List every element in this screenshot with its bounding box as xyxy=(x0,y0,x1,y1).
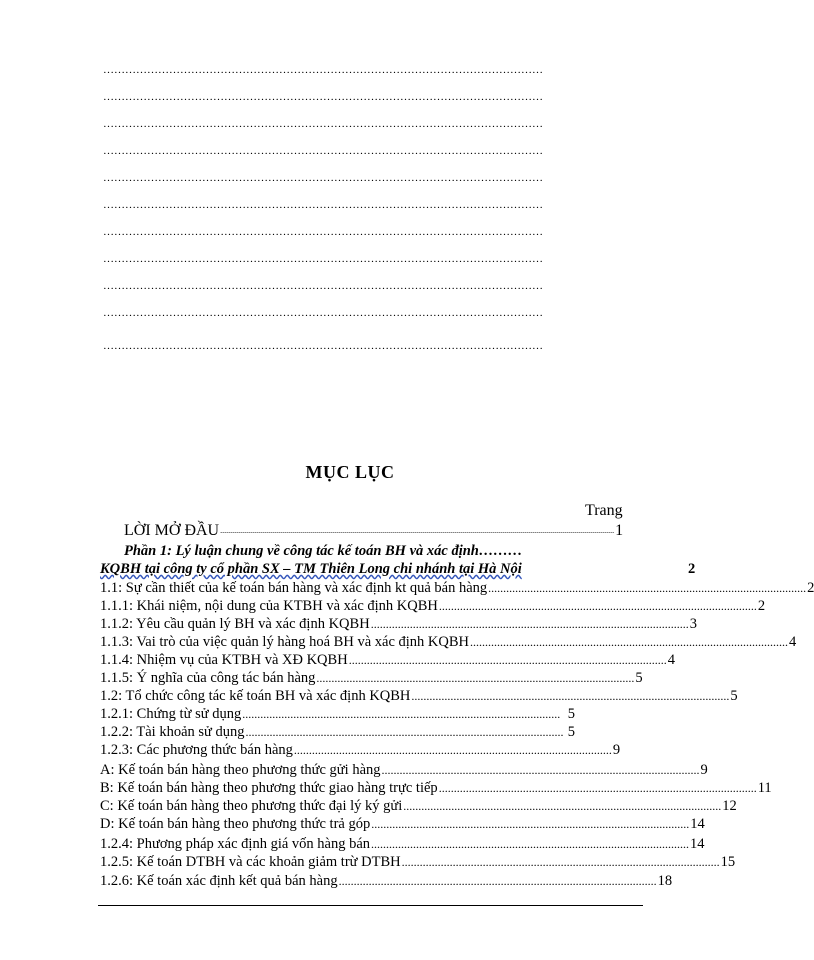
toc-entry-label: 1.1.5: Ý nghĩa của công tác bán hàng xyxy=(100,670,316,686)
dotted-line: ………………………………………………………………………………………………………… xyxy=(103,340,543,352)
dotted-line: ………………………………………………………………………………………………………… xyxy=(103,91,543,103)
toc-entry[interactable] xyxy=(100,705,575,723)
toc-entry-label: 1.2: Tổ chức công tác kế toán BH và xác định KQBH xyxy=(100,688,411,704)
toc-entry-page: 2 xyxy=(757,598,766,614)
toc-entry-page: 9 xyxy=(612,742,621,758)
dot-leader: .......................................................................................................... xyxy=(245,725,564,739)
toc-entry-page: 14 xyxy=(690,836,705,852)
toc-entry[interactable] xyxy=(100,723,575,741)
dotted-line: ………………………………………………………………………………………………………… xyxy=(103,199,543,211)
toc-entry-page: 14 xyxy=(690,816,705,832)
toc-entry-page: 5 xyxy=(730,688,738,704)
toc-title: MỤC LỤC xyxy=(305,462,395,482)
dot-leader: .......................................................................................................... xyxy=(242,707,561,721)
toc-entry[interactable] xyxy=(100,651,675,669)
dot-leader: .......................................................................................................... xyxy=(338,874,657,888)
dotted-line: ………………………………………………………………………………………………………… xyxy=(103,64,543,76)
toc-entry-label: 1.2.3: Các phương thức bán hàng xyxy=(100,742,293,758)
toc-entry-page: 4 xyxy=(789,634,797,650)
dot-leader: .......................................................................................................... xyxy=(371,837,690,851)
toc-part1-line2-text: KQBH tại công ty cổ phần SX – TM Thiên Long chi nhánh tại Hà Nội xyxy=(100,561,522,577)
dotted-line: ………………………………………………………………………………………………………… xyxy=(103,118,543,130)
toc-entry-page: 12 xyxy=(722,798,737,814)
toc-entry[interactable] xyxy=(100,597,766,615)
toc-entry-label: 1.2.4: Phương pháp xác định giá vốn hàng bán xyxy=(100,836,371,852)
footer-divider xyxy=(98,905,643,906)
toc-entry-label: 1.1.1: Khái niệm, nội dung của KTBH và xác định KQBH xyxy=(100,598,438,614)
toc-entry[interactable] xyxy=(100,633,797,651)
toc-entry-label: B: Kế toán bán hàng theo phương thức giao hàng trực tiếp xyxy=(100,780,438,796)
toc-entry-page: 1 xyxy=(615,522,624,539)
dot-leader: .......................................................................................................... xyxy=(293,743,612,757)
toc-entry[interactable] xyxy=(100,741,621,759)
dot-leader: .......................................................................................................... xyxy=(371,817,690,831)
toc-entry[interactable] xyxy=(100,797,737,815)
dotted-line: ………………………………………………………………………………………………………… xyxy=(103,226,543,238)
toc-entry-label: 1.1.4: Nhiệm vụ của KTBH và XĐ KQBH xyxy=(100,652,348,668)
dot-leader: ..................................................................................................................................................................................................... xyxy=(220,526,615,535)
toc-entry-page: 11 xyxy=(757,780,772,796)
toc-entry[interactable] xyxy=(100,779,772,797)
toc-entry-label: 1.2.1: Chứng từ sử dụng xyxy=(100,706,242,722)
dotted-line: ………………………………………………………………………………………………………… xyxy=(103,145,543,157)
toc-entry-label: D: Kế toán bán hàng theo phương thức trả góp xyxy=(100,816,371,832)
dot-leader: .......................................................................................................... xyxy=(438,599,757,613)
toc-entry[interactable] xyxy=(100,761,708,779)
toc-entry-page: 5 xyxy=(567,706,575,722)
toc-entry-label: 1.1.3: Vai trò của việc quản lý hàng hoá BH và xác định KQBH xyxy=(100,634,469,650)
toc-part1-line2[interactable] xyxy=(100,561,710,578)
dot-leader: .......................................................................................................... xyxy=(470,635,788,649)
toc-entry-page: 3 xyxy=(689,616,697,632)
dot-leader: .......................................................................................................... xyxy=(488,581,807,595)
toc-entry-label: 1.2.6: Kế toán xác định kết quả bán hàng xyxy=(100,873,338,889)
toc-entry-page: 18 xyxy=(657,873,673,889)
toc-entry-page: 4 xyxy=(667,652,675,668)
toc-entry-page: 15 xyxy=(720,854,736,870)
dot-leader: .......................................................................................................... xyxy=(401,855,720,869)
toc-entry-page: 5 xyxy=(567,724,575,740)
toc-entry-page: 5 xyxy=(635,670,643,686)
toc-entry-page: 2 xyxy=(807,580,814,596)
toc-part1-line1[interactable]: Phần 1: Lý luận chung về công tác kế toán BH và xác định……… xyxy=(124,543,523,559)
toc-entry-label: 1.1.2: Yêu cầu quản lý BH và xác định KQBH xyxy=(100,616,370,632)
dot-leader: .......................................................................................................... xyxy=(403,799,722,813)
toc-entry[interactable] xyxy=(100,815,705,833)
toc-entry-label: 1.2.5: Kế toán DTBH và các khoản giảm trừ DTBH xyxy=(100,854,401,870)
toc-entry-label: A: Kế toán bán hàng theo phương thức gửi hàng xyxy=(100,762,381,778)
toc-entry-label: C: Kế toán bán hàng theo phương thức đại lý ký gửi xyxy=(100,798,403,814)
toc-entry-label: LỜI MỞ ĐẦU xyxy=(124,522,220,539)
toc-entry-label: 1.2.2: Tài khoản sử dụng xyxy=(100,724,245,740)
dot-leader: .......................................................................................................... xyxy=(370,617,689,631)
dot-leader: .......................................................................................................... xyxy=(316,671,635,685)
toc-entry[interactable] xyxy=(100,687,738,705)
toc-entry-page: 2 xyxy=(688,561,696,577)
toc-entry[interactable] xyxy=(100,872,673,890)
dotted-line: ………………………………………………………………………………………………………… xyxy=(103,280,543,292)
dot-leader: .......................................................................................................... xyxy=(348,653,667,667)
page-column-header: Trang xyxy=(585,502,623,519)
toc-entry[interactable] xyxy=(100,853,736,871)
toc-entry[interactable] xyxy=(100,835,705,853)
toc-entry-label: 1.1: Sự cần thiết của kế toán bán hàng và xác định kt quả bán hàng xyxy=(100,580,488,596)
dot-leader: .......................................................................................................... xyxy=(381,763,700,777)
dotted-line: ………………………………………………………………………………………………………… xyxy=(103,307,543,319)
dotted-line: ………………………………………………………………………………………………………… xyxy=(103,253,543,265)
dot-leader: .......................................................................................................... xyxy=(411,689,730,703)
dotted-line: ………………………………………………………………………………………………………… xyxy=(103,172,543,184)
toc-entry-intro[interactable] xyxy=(124,522,624,542)
toc-entry-page: 9 xyxy=(700,762,708,778)
toc-entry[interactable] xyxy=(100,579,814,597)
dot-leader: .......................................................................................................... xyxy=(438,781,757,795)
toc-entry[interactable] xyxy=(100,615,697,633)
toc-entry[interactable] xyxy=(100,669,643,687)
